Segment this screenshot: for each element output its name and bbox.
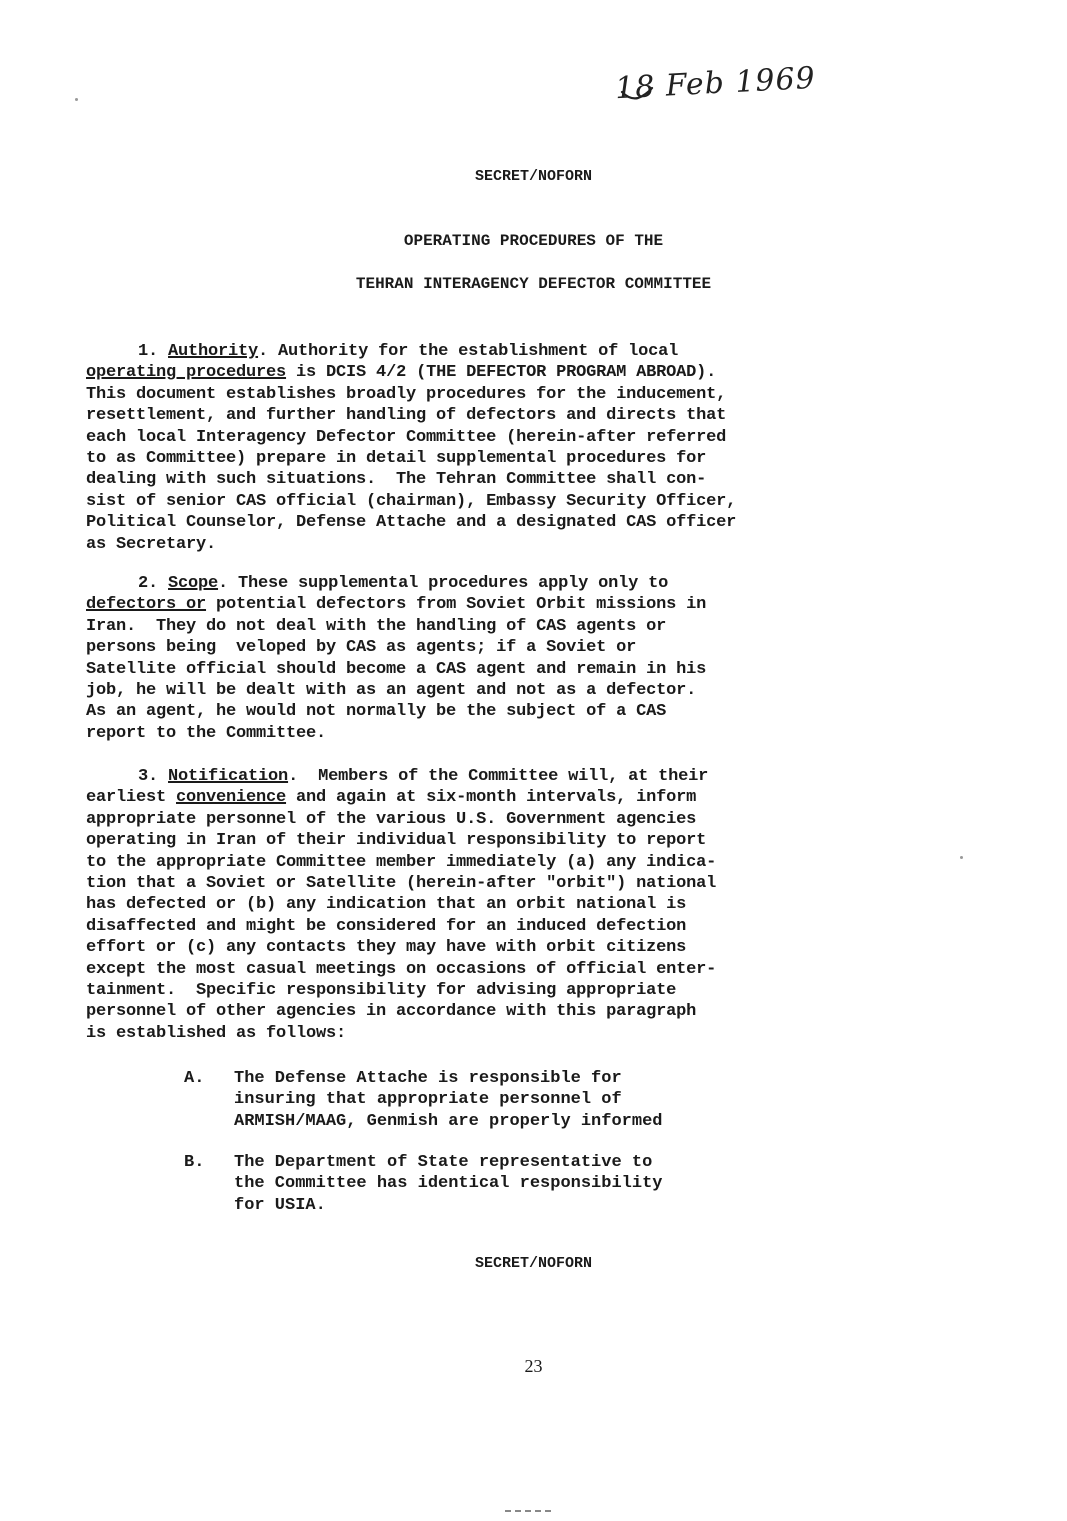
paragraph-line: appropriate personnel of the various U.S. Government agencies — [86, 809, 697, 829]
paragraph-line-underlined: operating procedures — [86, 363, 287, 383]
paragraph-authority — [86, 341, 936, 555]
paragraph-line-underlined: convenience — [176, 788, 287, 808]
paragraph-heading-authority: Authority — [168, 342, 259, 361]
subitem-line: for USIA. — [234, 1195, 326, 1215]
subitem-line: The Department of State representative to — [234, 1153, 653, 1172]
paragraph-line: as Secretary. — [86, 534, 217, 554]
paragraph-line: job, he will be dealt with as an agent and not as a defector. — [86, 681, 697, 701]
paragraph-line: tion that a Soviet or Satellite (herein-after "orbit") national — [86, 874, 717, 894]
paragraph-line: . Members of the Committee will, at their — [288, 767, 709, 786]
paragraph-line: This document establishes broadly procedures for the inducement, — [86, 384, 727, 404]
paragraph-notification — [86, 766, 936, 1044]
subitem-letter: A. — [184, 1069, 205, 1088]
classification-header: SECRET/NOFORN — [474, 168, 593, 185]
paragraph-line-underlined: defectors or — [86, 595, 207, 615]
paragraph-scope — [86, 573, 936, 744]
paragraph-line: has defected or (b) any indication that an orbit national is — [86, 895, 687, 915]
paragraph-heading-notification: Notification — [168, 767, 289, 786]
handwritten-date: 18 Feb 1969 — [614, 60, 817, 107]
document-title-line1: OPERATING PROCEDURES OF THE — [403, 232, 664, 250]
paragraph-line: potential defectors from Soviet Orbit missions in — [206, 595, 707, 615]
paragraph-heading-scope: Scope — [168, 574, 219, 593]
subitem-b — [184, 1152, 834, 1216]
subitem-a — [184, 1068, 834, 1132]
scan-artifact-mark — [505, 1510, 551, 1514]
paragraph-line: . Authority for the establishment of local — [258, 342, 679, 361]
paragraph-line: operating in Iran of their individual responsibility to report — [86, 831, 707, 851]
scan-speck — [960, 856, 963, 859]
paragraph-line: dealing with such situations. The Tehran Committee shall con- — [86, 470, 707, 490]
document-title-line2: TEHRAN INTERAGENCY DEFECTOR COMMITTEE — [355, 275, 712, 293]
subitem-line: The Defense Attache is responsible for — [234, 1069, 622, 1088]
scan-speck — [75, 98, 78, 101]
paragraph-line: is DCIS 4/2 (THE DEFECTOR PROGRAM ABROAD). — [286, 363, 717, 383]
paragraph-line: Iran. They do not deal with the handling of CAS agents or — [86, 616, 667, 636]
paragraph-line: sist of senior CAS official (chairman), Embassy Security Officer, — [86, 491, 737, 511]
paragraph-line: is established as follows: — [86, 1023, 347, 1043]
paragraph-line: except the most casual meetings on occasions of official enter- — [86, 959, 717, 979]
paragraph-line: persons being veloped by CAS as agents; if a Soviet or — [86, 638, 637, 658]
subitem-line: insuring that appropriate personnel of — [234, 1090, 622, 1110]
paragraph-line: report to the Committee. — [86, 723, 327, 743]
page-number: 23 — [524, 1356, 543, 1376]
subitem-line: the Committee has identical responsibility — [234, 1174, 663, 1194]
paragraph-line: each local Interagency Defector Committee (herein-after referred — [86, 427, 727, 447]
paragraph-number: 3. — [138, 767, 159, 786]
paragraph-line: and again at six-month intervals, inform — [286, 788, 697, 808]
paragraph-line: As an agent, he would not normally be the subject of a CAS — [86, 702, 667, 722]
paragraph-line: Satellite official should become a CAS agent and remain in his — [86, 659, 707, 679]
paragraph-line: resettlement, and further handling of defectors and directs that — [86, 406, 727, 426]
paragraph-line: Political Counselor, Defense Attache and a designated CAS officer — [86, 513, 737, 533]
paragraph-line: tainment. Specific responsibility for advising appropriate — [86, 981, 677, 1001]
paragraph-line: to as Committee) prepare in detail supplemental procedures for — [86, 449, 707, 469]
paragraph-line: . These supplemental procedures apply only to — [218, 574, 669, 593]
subitem-letter: B. — [184, 1153, 205, 1172]
classification-footer: SECRET/NOFORN — [474, 1255, 593, 1272]
paragraph-line: to the appropriate Committee member immediately (a) any indica- — [86, 852, 717, 872]
paragraph-line: personnel of other agencies in accordance with this paragraph — [86, 1002, 697, 1022]
paragraph-number: 2. — [138, 574, 159, 593]
paragraph-line: earliest — [86, 788, 177, 808]
paragraph-line: disaffected and might be considered for an induced defection — [86, 916, 687, 936]
paragraph-number: 1. — [138, 342, 159, 361]
paragraph-line: effort or (c) any contacts they may have with orbit citizens — [86, 938, 687, 958]
subitem-line: ARMISH/MAAG, Genmish are properly informed — [234, 1111, 663, 1131]
